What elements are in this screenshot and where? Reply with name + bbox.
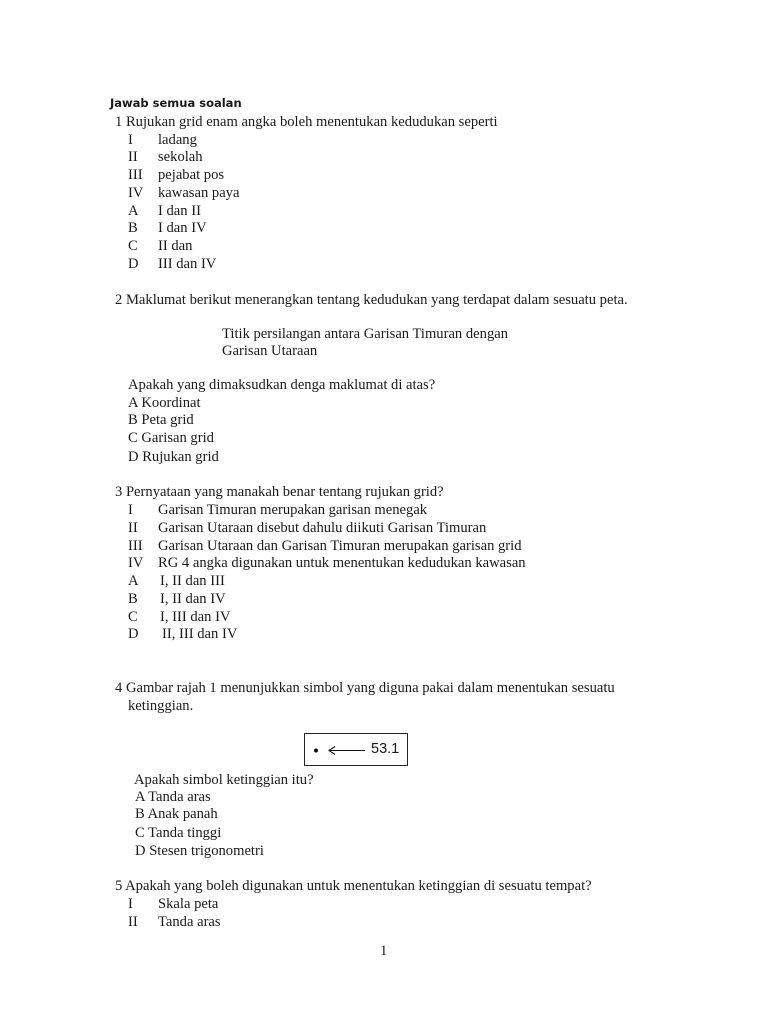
benchmark-symbol-figure [304, 733, 408, 766]
q5-item-num: II [128, 914, 138, 930]
q2-option: D Rujukan grid [128, 449, 219, 465]
q1-option-letter: D [128, 256, 139, 272]
q2-option: B Peta grid [128, 412, 194, 428]
q3-option-text: II, III dan IV [162, 626, 238, 642]
q2-option: C Garisan grid [128, 430, 214, 446]
q1-option-text: I dan IV [158, 220, 207, 236]
q3-item-num: IV [128, 555, 144, 571]
q3-option-text: I, II dan III [160, 573, 225, 589]
q2-question: Apakah yang dimaksudkan denga maklumat di atas? [128, 377, 436, 393]
q3-item-text: Garisan Utaraan dan Garisan Timuran merupakan garisan grid [158, 538, 522, 554]
q1-item-num: II [128, 149, 138, 165]
q4-option: A Tanda aras [135, 789, 211, 805]
height-value: 53.1 [371, 741, 400, 757]
q4-option: B Anak panah [135, 806, 218, 822]
q2-option: A Koordinat [128, 395, 201, 411]
q1-item-num: III [128, 167, 143, 183]
q5-item-text: Tanda aras [158, 914, 221, 930]
q1-option-text: III dan IV [158, 256, 217, 272]
q3-item-num: III [128, 538, 143, 554]
q3-option-letter: C [128, 609, 138, 625]
q2-quote-line: Garisan Utaraan [222, 343, 318, 359]
q1-option-letter: A [128, 203, 139, 219]
q3-item-text: Garisan Timuran merupakan garisan menegak [158, 502, 428, 518]
q1-item-num: I [128, 132, 133, 148]
q1-stem: 1 Rujukan grid enam angka boleh menentukan kedudukan seperti [115, 114, 498, 130]
q4-stem-continued: ketinggian. [128, 698, 194, 714]
q4-option: D Stesen trigonometri [135, 843, 264, 859]
instruction-heading: Jawab semua soalan [110, 96, 242, 110]
q1-item-num: IV [128, 185, 144, 201]
q1-item-text: kawasan paya [158, 185, 240, 201]
q3-item-num: I [128, 502, 133, 518]
q2-stem: 2 Maklumat berikut menerangkan tentang kedudukan yang terdapat dalam sesuatu peta. [115, 292, 628, 308]
q3-option-text: I, II dan IV [160, 591, 226, 607]
q3-item-text: RG 4 angka digunakan untuk menentukan kedudukan kawasan [158, 555, 526, 571]
q3-stem: 3 Pernyataan yang manakah benar tentang rujukan grid? [115, 484, 444, 500]
q1-item-text: sekolah [158, 149, 203, 165]
q3-item-text: Garisan Utaraan disebut dahulu diikuti Garisan Timuran [158, 520, 487, 536]
q4-question: Apakah simbol ketinggian itu? [134, 772, 314, 788]
q3-option-letter: A [128, 573, 139, 589]
q5-item-text: Skala peta [158, 896, 219, 912]
q3-option-text: I, III dan IV [160, 609, 231, 625]
q3-option-letter: D [128, 626, 139, 642]
page-number: 1 [380, 943, 388, 959]
q1-option-letter: C [128, 238, 138, 254]
q5-stem: 5 Apakah yang boleh digunakan untuk menentukan ketinggian di sesuatu tempat? [115, 878, 592, 894]
q1-item-text: pejabat pos [158, 167, 225, 183]
q1-option-text: I dan II [158, 203, 201, 219]
q1-item-text: ladang [158, 132, 197, 148]
q1-option-text: II dan [158, 238, 193, 254]
dot-icon [314, 749, 318, 753]
q4-stem: 4 Gambar rajah 1 menunjukkan simbol yang diguna pakai dalam menentukan sesuatu [115, 680, 615, 696]
q5-item-num: I [128, 896, 133, 912]
q2-quote-line: Titik persilangan antara Garisan Timuran dengan [222, 326, 509, 342]
q3-option-letter: B [128, 591, 138, 607]
q4-option: C Tanda tinggi [135, 825, 222, 841]
q1-option-letter: B [128, 220, 138, 236]
q3-item-num: II [128, 520, 138, 536]
